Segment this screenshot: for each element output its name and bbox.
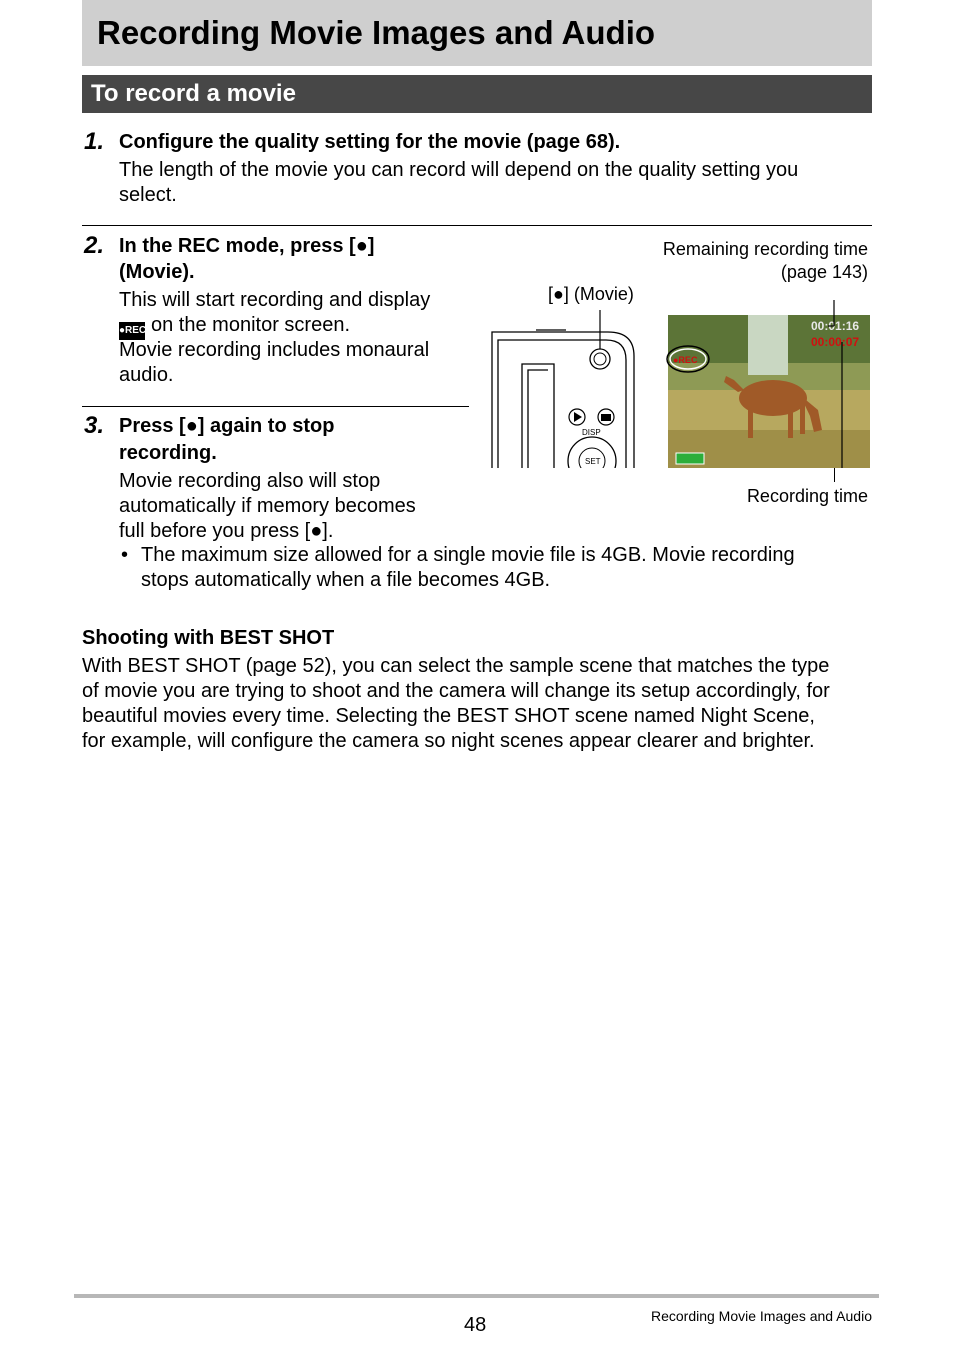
step-3-number: 3. xyxy=(84,412,105,439)
section-title: To record a movie xyxy=(91,80,296,107)
step-1-heading: Configure the quality setting for the movie (page 68). xyxy=(119,131,621,153)
best-shot-line-1: With BEST SHOT (page 52), you can select the sample scene that matches the type xyxy=(82,655,830,677)
camera-body xyxy=(492,330,634,468)
running-title: Recording Movie Images and Audio xyxy=(650,1308,872,1324)
label-remaining-time: Remaining recording time xyxy=(662,239,868,259)
step-3-body-line-3: full before you press [●]. xyxy=(119,520,334,542)
step-2-heading-line-1: In the REC mode, press [●] xyxy=(119,235,375,257)
camera-illustration xyxy=(488,300,878,480)
play-button-icon xyxy=(569,409,585,425)
bullet-mark: • xyxy=(121,544,129,566)
best-shot-heading: Shooting with BEST SHOT xyxy=(82,627,335,649)
page-title: Recording Movie Images and Audio xyxy=(97,14,656,51)
step-1-body-line-2: select. xyxy=(119,184,177,206)
screen-rec-text: ●REC xyxy=(673,355,698,365)
step-3-body-line-2: automatically if memory becomes xyxy=(119,495,416,517)
camera-button-icon xyxy=(598,409,614,425)
step-2-body-line-2 xyxy=(119,313,350,340)
step-2-body-line-4: audio. xyxy=(119,364,174,386)
label-movie-button: [●] (Movie) xyxy=(548,284,634,304)
best-shot-line-2: of movie you are trying to shoot and the camera will change its setup accordingly, for xyxy=(82,680,830,702)
step-2-body-line-3: Movie recording includes monaural xyxy=(119,339,430,361)
label-recording-time: Recording time xyxy=(746,486,868,506)
screen-remaining-time: 00:01:16 xyxy=(811,319,860,333)
best-shot-line-3: beautiful movies every time. Selecting the BEST SHOT scene named Night Scene, xyxy=(82,705,815,727)
label-remaining-page: (page 143) xyxy=(780,262,868,282)
divider xyxy=(82,406,469,407)
divider xyxy=(82,225,872,226)
rec-icon: ●REC xyxy=(119,322,145,340)
section-bar xyxy=(82,75,872,113)
screen-elapsed-time: 00:00:07 xyxy=(811,335,860,349)
step-2-heading-line-2: (Movie). xyxy=(119,261,195,283)
disp-label: DISP xyxy=(582,428,601,437)
page-number: 48 xyxy=(464,1314,487,1336)
step-3-body-line-1: Movie recording also will stop xyxy=(119,470,381,492)
step-3-heading-line-2: recording. xyxy=(119,442,217,464)
movie-button-icon xyxy=(590,349,610,369)
title-bar xyxy=(82,0,872,66)
bullet-line-2: stops automatically when a file becomes 4GB. xyxy=(141,569,551,591)
step-2-body-line-1: This will start recording and display xyxy=(119,289,431,311)
set-label: SET xyxy=(585,457,601,466)
best-shot-line-4: for example, will configure the camera so night scenes appear clearer and brighter. xyxy=(82,730,815,752)
step-1-body-line-1: The length of the movie you can record will depend on the quality setting you xyxy=(119,159,799,181)
step-2-number: 2. xyxy=(84,232,105,259)
step-3-heading-line-1: Press [●] again to stop xyxy=(119,415,335,437)
footer-rule xyxy=(74,1294,879,1298)
bullet-line-1: The maximum size allowed for a single movie file is 4GB. Movie recording xyxy=(141,544,795,566)
leader-line xyxy=(834,468,835,482)
step-2-body-line-2-text: on the monitor screen. xyxy=(151,314,350,336)
step-1-number: 1. xyxy=(84,128,105,155)
